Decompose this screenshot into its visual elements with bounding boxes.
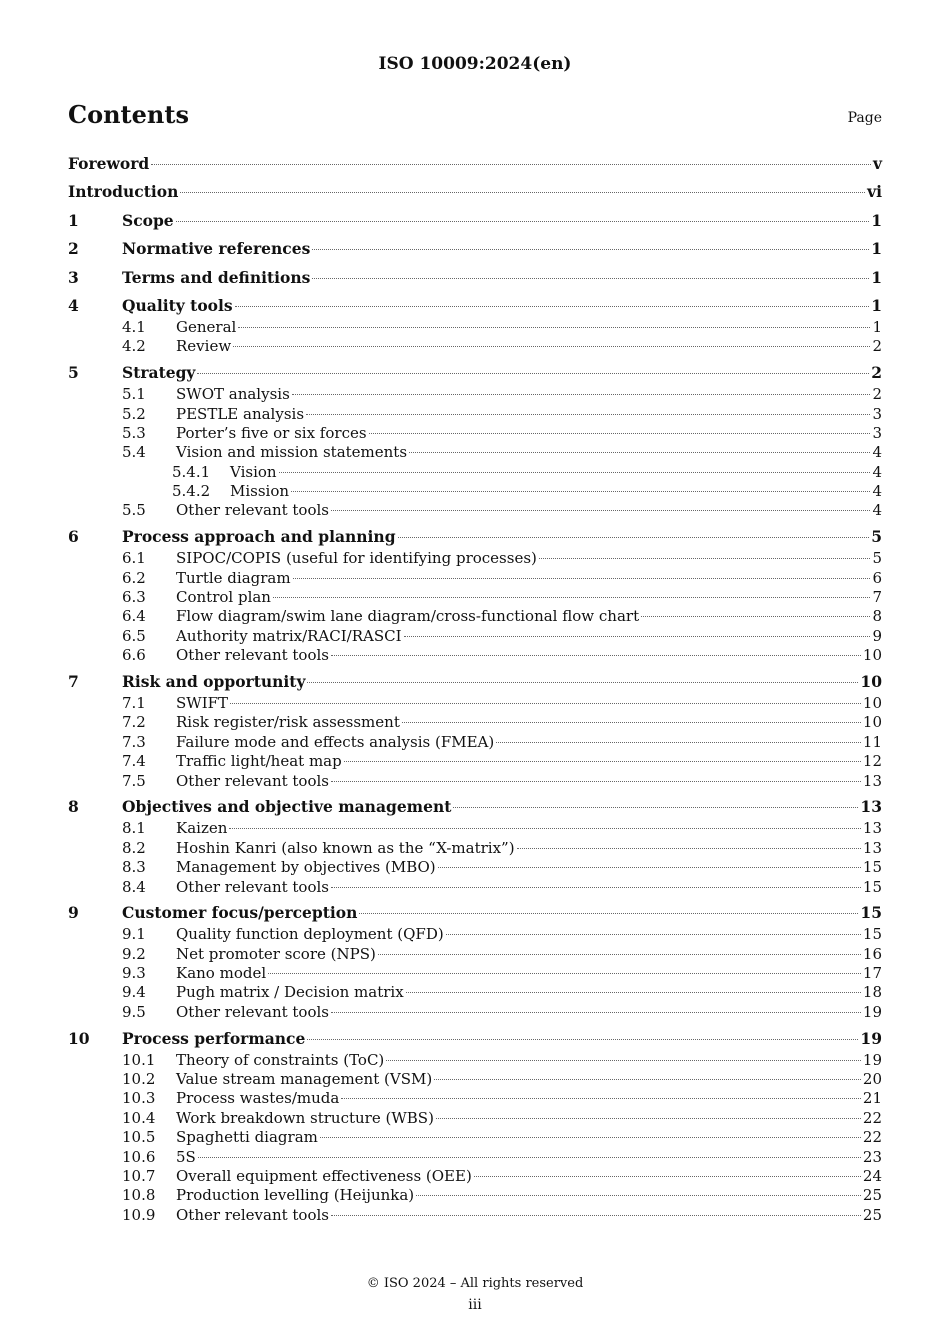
toc-entry-number: 9.4 [122, 983, 146, 1002]
toc-entry-title: Overall equipment effectiveness (OEE) [176, 1166, 472, 1185]
toc-entry[interactable] [68, 901, 882, 925]
dot-leader [378, 954, 861, 955]
toc-entry-number: 9.2 [122, 944, 146, 963]
toc-entry-title: Strategy [122, 363, 196, 383]
toc-entry-page: 3 [872, 423, 882, 442]
toc-entry-number: 10.2 [122, 1070, 156, 1089]
toc-entry-page: 10 [862, 646, 882, 665]
toc-entry[interactable] [68, 795, 882, 819]
toc-entry-page: 1 [871, 239, 882, 259]
toc-entry-page: 2 [871, 363, 882, 383]
dot-leader [539, 558, 871, 559]
toc-entry-page: 4 [872, 462, 882, 481]
toc-entry-number: 7.4 [122, 752, 146, 771]
toc-entry[interactable] [68, 1027, 882, 1051]
toc-entry-title: Risk and opportunity [122, 671, 306, 691]
toc-entry[interactable] [68, 733, 882, 752]
toc-entry-number: 5.3 [122, 423, 146, 442]
dot-leader [331, 655, 861, 656]
toc-entry[interactable] [68, 646, 882, 665]
toc-entry-title: Turtle diagram [176, 568, 291, 587]
toc-entry-number: 10.3 [122, 1089, 156, 1108]
toc-entry[interactable] [68, 424, 882, 443]
toc-entry-page: 16 [862, 944, 882, 963]
toc-entry-title: Control plan [176, 588, 271, 607]
toc-entry-number: 9.3 [122, 964, 146, 983]
toc-entry[interactable] [68, 1206, 882, 1225]
dot-leader [496, 742, 861, 743]
toc-entry-title: Process approach and planning [122, 527, 396, 547]
toc-entry[interactable] [68, 1051, 882, 1070]
toc-entry[interactable] [68, 237, 882, 261]
toc-entry-number: 10.5 [122, 1128, 156, 1147]
toc-entry-page: 13 [860, 797, 882, 817]
toc-entry[interactable] [68, 925, 882, 944]
toc-entry[interactable] [68, 878, 882, 897]
toc-entry-number: 8.2 [122, 838, 146, 857]
toc-entry-page: 10 [862, 713, 882, 732]
toc-entry-page: 1 [871, 210, 882, 230]
toc-entry-title: Value stream management (VSM) [176, 1070, 433, 1089]
toc-entry[interactable] [68, 294, 882, 318]
toc-entry[interactable] [68, 1167, 882, 1186]
toc-entry-page: 23 [862, 1147, 882, 1166]
toc-entry-page: 10 [860, 671, 882, 691]
toc-entry-title: General [176, 317, 237, 336]
toc-entry[interactable] [68, 501, 882, 520]
toc-entry-title: Objectives and objective management [122, 797, 452, 817]
toc-entry-title: Customer focus/perception [122, 903, 358, 923]
toc-entry-number: 2 [68, 239, 79, 259]
toc-entry[interactable] [68, 588, 882, 607]
toc-entry-title: Mission [230, 482, 290, 501]
dot-leader [331, 887, 861, 888]
toc-entry-number: 6.3 [122, 588, 146, 607]
dot-leader [402, 722, 861, 723]
toc-entry-page: 22 [862, 1128, 882, 1147]
copyright-notice: © ISO 2024 – All rights reserved [366, 1276, 584, 1291]
toc-entry[interactable] [68, 482, 882, 501]
toc-entry-title: Vision and mission statements [176, 443, 408, 462]
toc-entry-title: Theory of constraints (ToC) [176, 1050, 385, 1069]
dot-leader [386, 1060, 861, 1061]
toc-entry-title: Quality tools [122, 295, 233, 315]
toc-entry[interactable] [68, 180, 882, 204]
toc-entry-page: 12 [862, 752, 882, 771]
toc-entry-number: 7.3 [122, 732, 146, 751]
dot-leader [331, 1012, 861, 1013]
toc-entry-title: SWOT analysis [176, 385, 290, 404]
toc-entry-title: Other relevant tools [176, 501, 329, 520]
toc-entry[interactable] [68, 858, 882, 877]
toc-entry-number: 10.1 [122, 1050, 156, 1069]
toc-entry-number: 5 [68, 363, 79, 383]
dot-leader [306, 414, 870, 415]
toc-entry-number: 9 [68, 903, 79, 923]
toc-entry-number: 7.1 [122, 693, 146, 712]
toc-entry-page: 19 [860, 1028, 882, 1048]
toc-entry-page: 5 [872, 549, 882, 568]
toc-entry-title: SIPOC/COPIS (useful for identifying processes) [176, 549, 537, 568]
dot-leader [409, 452, 870, 453]
dot-leader [434, 1079, 861, 1080]
toc-entry-title: Failure mode and effects analysis (FMEA) [176, 732, 495, 751]
toc-entry-page: 21 [862, 1089, 882, 1108]
toc-entry-number: 6.1 [122, 549, 146, 568]
toc-entry-page: 15 [860, 903, 882, 923]
toc-entry[interactable] [68, 266, 882, 290]
toc-entry-number: 1 [68, 210, 79, 230]
toc-entry-title: 5S [176, 1147, 196, 1166]
toc-entry-number: 9.1 [122, 925, 146, 944]
toc-entry-number: 4.2 [122, 337, 146, 356]
toc-entry-number: 7 [68, 671, 79, 691]
page-column-label: Page [847, 110, 882, 126]
toc-entry-page: 19 [862, 1050, 882, 1069]
dot-leader [307, 1039, 858, 1040]
toc-entry[interactable] [68, 772, 882, 791]
toc-entry-number: 8.3 [122, 858, 146, 877]
toc-entry-page: 19 [862, 1002, 882, 1021]
toc-entry-number: 6 [68, 527, 79, 547]
page-number: iii [468, 1297, 482, 1313]
toc-entry-title: Vision [230, 462, 277, 481]
toc-entry-title: Other relevant tools [176, 877, 329, 896]
toc-entry-title: Management by objectives (MBO) [176, 858, 436, 877]
toc-entry-page: 10 [862, 693, 882, 712]
toc-entry[interactable] [68, 607, 882, 626]
toc-entry-title: Kaizen [176, 819, 228, 838]
dot-leader [436, 1118, 861, 1119]
toc-entry-page: 13 [862, 819, 882, 838]
toc-entry-page: 8 [872, 607, 882, 626]
dot-leader [344, 761, 861, 762]
toc-entry-page: 13 [862, 838, 882, 857]
toc-entry-page: 5 [871, 527, 882, 547]
toc-entry[interactable] [68, 385, 882, 404]
toc-entry[interactable] [68, 694, 882, 713]
dot-leader [151, 164, 871, 165]
toc-entry[interactable] [68, 839, 882, 858]
toc-entry-title: Normative references [122, 239, 311, 259]
toc-entry-number: 5.5 [122, 501, 146, 520]
toc-entry-number: 6.4 [122, 607, 146, 626]
toc-entry-page: 1 [871, 295, 882, 315]
dot-leader [279, 472, 871, 473]
dot-leader [180, 192, 865, 193]
toc-entry-title: Scope [122, 210, 174, 230]
toc-entry-number: 5.4 [122, 443, 146, 462]
toc-entry-page: 25 [862, 1205, 882, 1224]
toc-entry[interactable] [68, 525, 882, 549]
toc-entry-number: 3 [68, 267, 79, 287]
dot-leader [404, 636, 871, 637]
toc-entry[interactable] [68, 1003, 882, 1022]
toc-entry-title: SWIFT [176, 693, 229, 712]
toc-entry[interactable] [68, 549, 882, 568]
dot-leader [312, 249, 869, 250]
dot-leader [235, 306, 870, 307]
toc-entry-title: Other relevant tools [176, 771, 329, 790]
toc-entry-page: 7 [872, 588, 882, 607]
toc-entry[interactable] [68, 463, 882, 482]
toc-entry-number: 10 [68, 1028, 90, 1048]
toc-entry-title: Introduction [68, 182, 179, 202]
dot-leader [331, 1215, 861, 1216]
toc-entry[interactable] [68, 964, 882, 983]
toc-entry-number: 5.4.1 [172, 462, 211, 481]
toc-entry-title: Process performance [122, 1028, 306, 1048]
dot-leader [416, 1195, 861, 1196]
toc-entry-number: 4 [68, 295, 79, 315]
dot-leader [406, 992, 861, 993]
toc-entry-page: 18 [862, 983, 882, 1002]
toc-entry-page: 15 [862, 877, 882, 896]
dot-leader [369, 433, 871, 434]
page-title: Contents [68, 100, 189, 129]
toc-entry[interactable] [68, 1148, 882, 1167]
toc-entry[interactable] [68, 1186, 882, 1205]
toc-entry[interactable] [68, 1109, 882, 1128]
toc-entry-number: 6.2 [122, 568, 146, 587]
dot-leader [359, 913, 858, 914]
dot-leader [233, 346, 870, 347]
toc-entry-page: 2 [872, 337, 882, 356]
toc-entry[interactable] [68, 443, 882, 462]
toc-entry[interactable] [68, 945, 882, 964]
toc-entry-title: Flow diagram/swim lane diagram/cross-functional flow chart [176, 607, 640, 626]
toc-entry-title: Traffic light/heat map [176, 752, 342, 771]
dot-leader [273, 597, 870, 598]
toc-entry-title: Quality function deployment (QFD) [176, 925, 444, 944]
toc-entry-number: 5.4.2 [172, 482, 211, 501]
table-of-contents [68, 152, 882, 1225]
toc-entry[interactable] [68, 318, 882, 337]
toc-entry-title: Spaghetti diagram [176, 1128, 318, 1147]
dot-leader [320, 1137, 861, 1138]
toc-entry[interactable] [68, 209, 882, 233]
dot-leader [292, 394, 871, 395]
toc-entry-number: 7.2 [122, 713, 146, 732]
toc-entry-page: 2 [872, 385, 882, 404]
toc-entry-number: 8.1 [122, 819, 146, 838]
toc-entry-page: 9 [872, 626, 882, 645]
dot-leader [312, 278, 869, 279]
toc-entry-title: Authority matrix/RACI/RASCI [176, 626, 402, 645]
toc-entry-page: 3 [872, 404, 882, 423]
toc-entry[interactable] [68, 752, 882, 771]
toc-entry-number: 10.8 [122, 1186, 156, 1205]
toc-entry-number: 5.2 [122, 404, 146, 423]
dot-leader [474, 1176, 861, 1177]
toc-entry-page: 4 [872, 443, 882, 462]
toc-entry-page: 6 [872, 568, 882, 587]
toc-entry-title: Porter’s five or six forces [176, 423, 367, 442]
toc-entry-title: Foreword [68, 154, 150, 173]
toc-entry-page: 17 [862, 964, 882, 983]
toc-entry[interactable] [68, 152, 882, 176]
dot-leader [291, 491, 870, 492]
toc-entry[interactable] [68, 713, 882, 732]
toc-entry-title: Work breakdown structure (WBS) [176, 1108, 434, 1127]
toc-entry-page: 22 [862, 1108, 882, 1127]
toc-entry-number: 8.4 [122, 877, 146, 896]
toc-entry[interactable] [68, 627, 882, 646]
toc-entry-number: 8 [68, 797, 79, 817]
toc-entry-number: 10.4 [122, 1108, 156, 1127]
toc-entry[interactable] [68, 1070, 882, 1089]
toc-entry[interactable] [68, 1089, 882, 1108]
toc-entry-page: 1 [872, 317, 882, 336]
toc-entry-number: 4.1 [122, 317, 146, 336]
toc-entry[interactable] [68, 337, 882, 356]
toc-entry-page: 24 [862, 1166, 882, 1185]
toc-entry[interactable] [68, 670, 882, 694]
dot-leader [238, 327, 870, 328]
dot-leader [307, 682, 858, 683]
toc-entry-number: 6.5 [122, 626, 146, 645]
toc-entry[interactable] [68, 405, 882, 424]
toc-entry-title: Net promoter score (NPS) [176, 944, 376, 963]
toc-entry-number: 10.6 [122, 1147, 156, 1166]
toc-entry-page: v [872, 154, 882, 173]
toc-entry-page: vi [867, 182, 882, 202]
toc-entry-title: Other relevant tools [176, 646, 329, 665]
toc-entry[interactable] [68, 569, 882, 588]
toc-entry-title: Production levelling (Heijunka) [176, 1186, 415, 1205]
dot-leader [438, 867, 861, 868]
toc-entry-page: 1 [871, 267, 882, 287]
dot-leader [331, 510, 870, 511]
toc-entry-number: 5.1 [122, 385, 146, 404]
dot-leader [331, 781, 861, 782]
toc-entry-page: 4 [872, 482, 882, 501]
dot-leader [176, 221, 870, 222]
dot-leader [446, 934, 861, 935]
toc-entry-number: 10.9 [122, 1205, 156, 1224]
dot-leader [641, 616, 870, 617]
dot-leader [198, 1157, 861, 1158]
toc-entry-title: Pugh matrix / Decision matrix [176, 983, 404, 1002]
toc-entry[interactable] [68, 983, 882, 1002]
dot-leader [230, 703, 861, 704]
dot-leader [398, 537, 870, 538]
toc-entry-title: Kano model [176, 964, 267, 983]
toc-entry-page: 4 [872, 501, 882, 520]
toc-entry-title: PESTLE analysis [176, 404, 305, 423]
toc-entry-page: 11 [862, 732, 882, 751]
dot-leader [268, 973, 861, 974]
toc-entry-page: 15 [862, 858, 882, 877]
toc-entry-number: 7.5 [122, 771, 146, 790]
toc-entry-page: 15 [862, 925, 882, 944]
toc-entry-number: 6.6 [122, 646, 146, 665]
toc-entry-title: Process wastes/muda [176, 1089, 340, 1108]
toc-entry[interactable] [68, 819, 882, 838]
dot-leader [293, 578, 871, 579]
toc-entry-title: Other relevant tools [176, 1002, 329, 1021]
toc-entry-title: Terms and definitions [122, 267, 311, 287]
toc-entry-page: 13 [862, 771, 882, 790]
toc-entry-number: 10.7 [122, 1166, 156, 1185]
toc-entry-title: Risk register/risk assessment [176, 713, 400, 732]
dot-leader [229, 828, 861, 829]
toc-entry-title: Review [176, 337, 232, 356]
document-id: ISO 10009:2024(en) [378, 54, 572, 74]
toc-entry-page: 25 [862, 1186, 882, 1205]
toc-entry-title: Other relevant tools [176, 1205, 329, 1224]
toc-entry[interactable] [68, 1128, 882, 1147]
toc-entry[interactable] [68, 361, 882, 385]
toc-entry-number: 9.5 [122, 1002, 146, 1021]
dot-leader [453, 807, 858, 808]
dot-leader [197, 373, 869, 374]
toc-entry-title: Hoshin Kanri (also known as the “X-matrix”) [176, 838, 515, 857]
toc-entry-page: 20 [862, 1070, 882, 1089]
dot-leader [341, 1098, 861, 1099]
dot-leader [517, 848, 861, 849]
